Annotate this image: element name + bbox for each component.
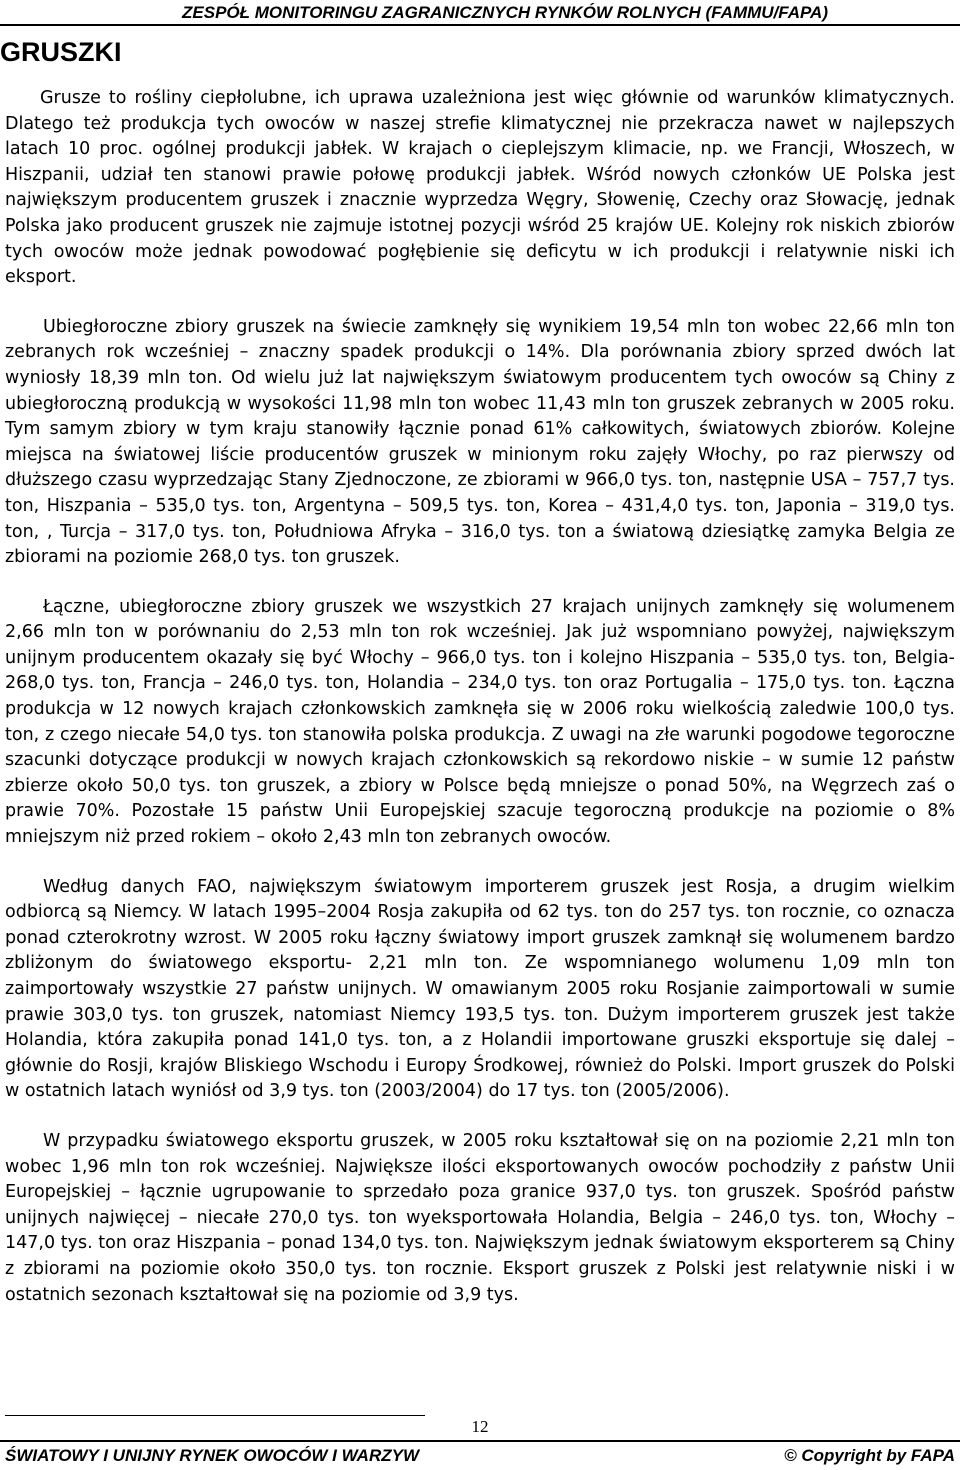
- paragraph-world-harvest: Ubiegłoroczne zbiory gruszek na świecie zamknęły się wynikiem 19,54 mln ton wobec 22,66 mln ton zebranych rok wcześniej – znaczny spadek produkcji o 14%. Dla porównania zbiory sprzed dwóch lat wyniosły 18,39 mln ton. Od wielu już lat największym światowym producentem tych owoców są Chiny z ubiegłoroczną produkcją w wysokości 11,98 mln ton wobec 11,43 mln ton gruszek zebranych w 2005 roku. Tym samym zbiory w tym kraju stanowiły łącznie ponad 61% całkowitych, światowych zbiorów. Kolejne miejsca na światowej liście producentów gruszek w minionym roku zajęły Włochy, po raz pierwszy od dłuższego czasu wyprzedzając Stany Zjednoczone, ze zbiorami w 966,0 tys. ton, następnie USA – 757,7 tys. ton, Hiszpania – 535,0 tys. ton, Argentyna – 509,5 tys. ton, Korea – 431,4,0 tys. ton, Japonia – 319,0 tys. ton, , Turcja – 317,0 tys. ton, Południowa Afryka – 316,0 tys. ton a światową dziesiątkę zamyka Belgia ze zbiorami na poziomie 268,0 tys. ton gruszek.: [5, 316, 955, 568]
- footer-title: ŚWIATOWY I UNIJNY RYNEK OWOCÓW I WARZYW: [5, 1446, 419, 1465]
- footer-bar: [0, 1440, 960, 1442]
- page-header: [0, 0, 960, 30]
- section-title: GRUSZKI: [0, 37, 122, 67]
- document-body: [5, 86, 955, 1332]
- footer-copyright: © Copyright by FAPA: [784, 1446, 955, 1465]
- paragraph-import: Według danych FAO, największym światowym importerem gruszek jest Rosja, a drugim wielkim odbiorcą są Niemcy. W latach 1995–2004 Rosja zakupiła od 62 tys. ton do 257 tys. ton rocznie, co oznacza ponad czterokrotny wzrost. W 2005 roku łączny światowy import gruszek zamknął się wolumenem bardzo zbliżonym do światowego eksportu- 2,21 mln ton. Ze wspomnianego wolumenu 1,09 mln ton zaimportowały wszystkie 27 państw unijnych. W omawianym 2005 roku Rosjanie zaimportowali w sumie prawie 303,0 tys. ton gruszek, natomiast Niemcy 193,5 tys. ton. Dużym importerem gruszek jest także Holandia, która zakupiła ponad 141,0 tys. ton, a z Holandii importowane gruszki eksportuje się dalej – głównie do Rosji, krajów Bliskiego Wschodu i Europy Środkowej, również do Polski. Import gruszek do Polski w ostatnich latach wyniósł od 3,9 tys. ton (2003/2004) do 17 tys. ton (2005/2006).: [5, 876, 955, 1102]
- paragraph-eu-harvest: Łączne, ubiegłoroczne zbiory gruszek we wszystkich 27 krajach unijnych zamknęły się wolumenem 2,66 mln ton w porównaniu do 2,53 mln ton rok wcześniej. Jak już wspomniano powyżej, największym unijnym producentem okazały się być Włochy – 966,0 tys. ton i kolejno Hiszpania – 535,0 tys. ton, Belgia- 268,0 tys. ton, Francja – 246,0 tys. ton, Holandia – 234,0 tys. ton oraz Portugalia – 175,0 tys. ton. Łączna produkcja w 12 nowych krajach członkowskich zamknęła się w 2006 roku wielkością zaledwie 100,0 tys. ton, z czego niecałe 54,0 tys. ton stanowiła polska produkcja. Z uwagi na złe warunki pogodowe tegoroczne szacunki dotyczące produkcji w nowych krajach członkowskich są rekordowo niskie – w sumie 12 państw zbierze około 50,0 tys. ton gruszek, a zbiory w Polsce będą mniejsze o ponad 50%, na Węgrzech zaś o prawie 70%. Pozostałe 15 państw Unii Europejskiej szacuje tegoroczną produkcje na poziomie o 8% mniejszym niż przed rokiem – około 2,43 mln ton zebranych owoców.: [5, 596, 955, 848]
- paragraph-intro: Grusze to rośliny ciepłolubne, ich uprawa uzależniona jest więc głównie od warunków klimatycznych. Dlatego też produkcja tych owoców w naszej strefie klimatycznej nie przekracza nawet w najlepszych latach 10 proc. ogólnej produkcji jabłek. W krajach o cieplejszym klimacie, np. we Francji, Włoszech, w Hiszpanii, udział ten stanowi prawie połowę produkcji jabłek. Wśród nowych członków UE Polska jest największym producentem gruszek i znacznie wyprzedza Węgry, Słowenię, Czechy oraz Słowację, jednak Polska jako producent gruszek nie zajmuje istotnej pozycji wśród 25 krajów UE. Kolejny rok niskich zbiorów tych owoców może jednak powodować pogłębienie się deficytu w ich produkcji i relatywnie niski ich eksport.: [5, 88, 955, 288]
- footer-rule: [5, 1415, 425, 1416]
- header-title: ZESPÓŁ MONITORINGU ZAGRANICZNYCH RYNKÓW ROLNYCH (FAMMU/FAPA): [182, 3, 828, 22]
- header-rule: [0, 24, 960, 26]
- page-number: 12: [471, 1417, 489, 1436]
- paragraph-export: W przypadku światowego eksportu gruszek, w 2005 roku kształtował się on na poziomie 2,21 mln ton wobec 1,96 mln ton rok wcześniej. Największe ilości eksportowanych owoców pochodziły z państw Unii Europejskiej – łącznie ugrupowanie to sprzedało poza granice 937,0 tys. ton gruszek. Spośród państw unijnych najwięcej – niecałe 270,0 tys. ton wyeksportowała Holandia, Belgia – 246,0 tys. ton, Włochy – 147,0 tys. ton oraz Hiszpania – ponad 134,0 tys. ton. Największym jednak światowym eksporterem są Chiny z zbiorami na poziomie około 350,0 tys. ton rocznie. Eksport gruszek z Polski jest relatywnie niski i w ostatnich sezonach kształtował się na poziomie od 3,9 tys.: [5, 1130, 955, 1305]
